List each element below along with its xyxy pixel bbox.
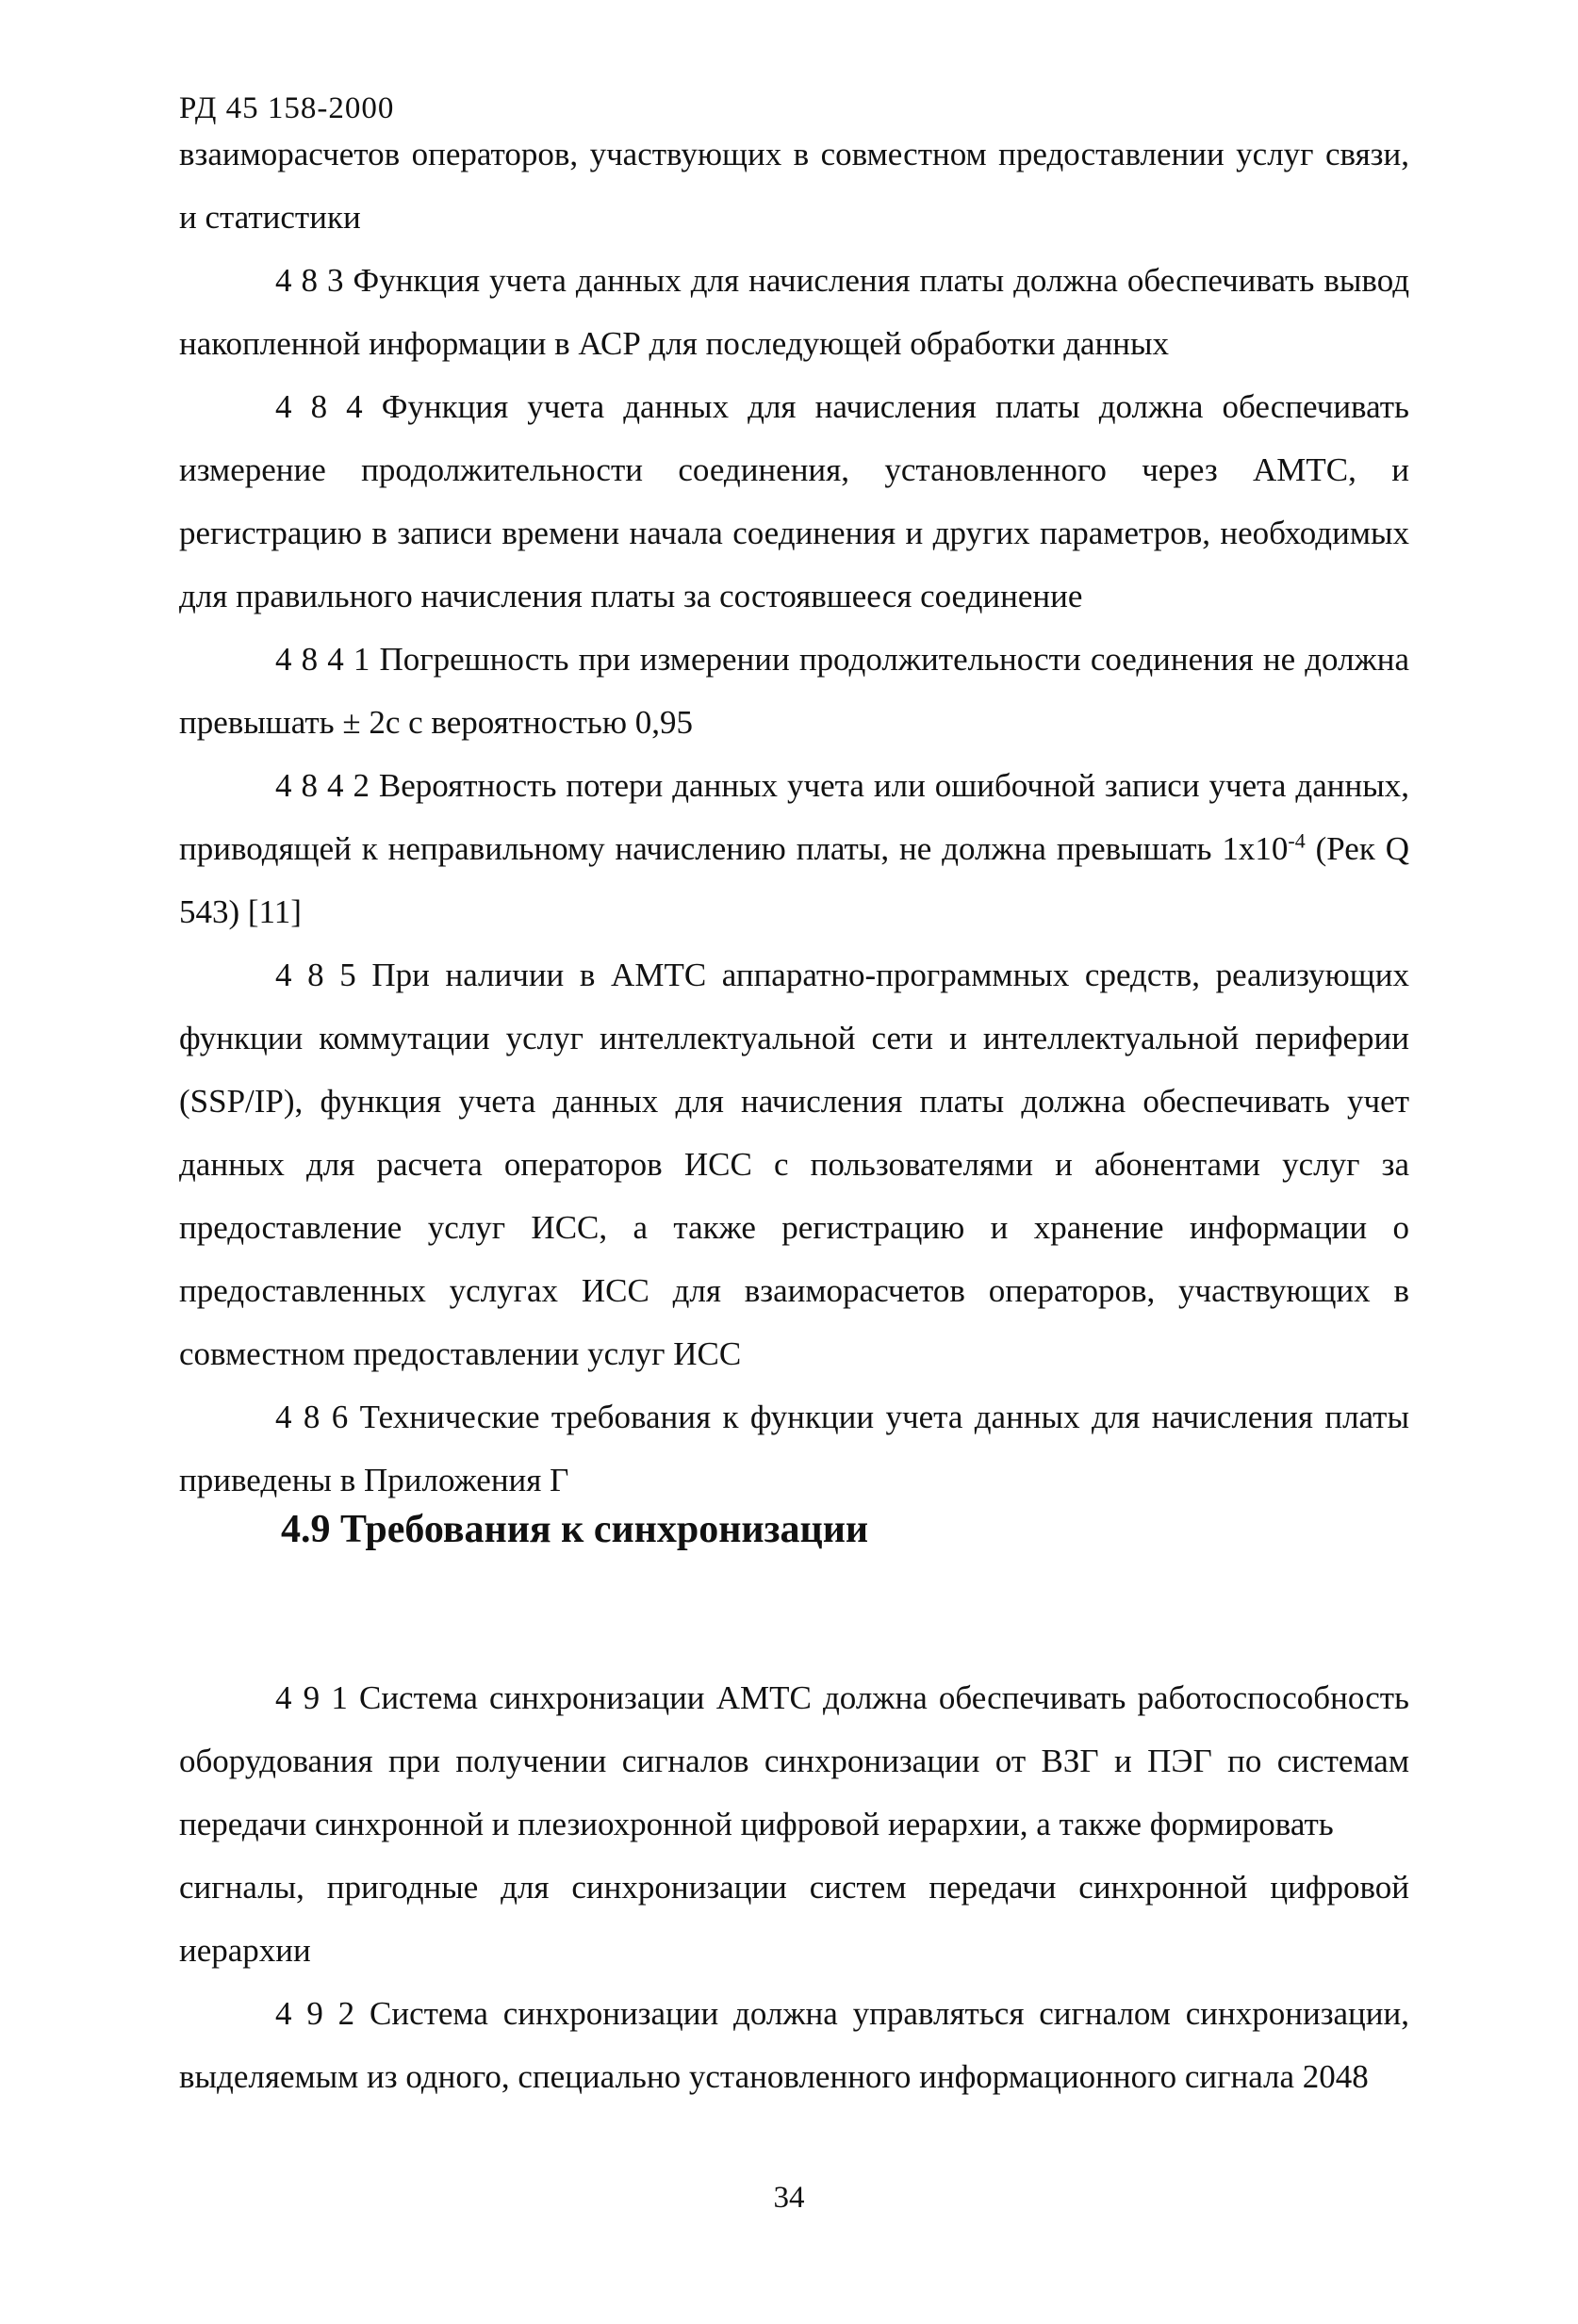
paragraph-4-9-1-continuation: сигналы, пригодные для синхронизации систем передачи синхронной цифровой иерархии [179,1869,1409,1969]
document-code: РД 45 158-2000 [179,91,395,125]
paragraph-4-8-6: 4 8 6 Технические требования к функции учета данных для начисления платы приведены в Приложения Г [179,1399,1409,1498]
paragraph-4-8-4-2-text: 4 8 4 2 Вероятность потери данных учета или ошибочной записи учета данных, приводящей к неправильному начислению платы, не должна превышать 1х10 [179,767,1409,867]
body-text-lower [179,1666,1409,2108]
paragraph-4-8-4-2 [179,754,1409,943]
exponent: -4 [1288,828,1306,853]
body-text-upper [179,123,1409,1512]
section-heading: 4.9 Требования к синхронизации [281,1508,869,1551]
paragraph-4-9-1: 4 9 1 Система синхронизации АМТС должна обеспечивать работоспособность оборудования при получении сигналов синхронизации от ВЗГ и ПЭГ по системам передачи синхронной и плезиохронной цифровой иерархии, а также формировать [179,1679,1409,1842]
paragraph-4-8-5: 4 8 5 При наличии в АМТС аппаратно-программных средств, реализующих функции коммутации услуг интеллектуальной сети и интеллектуальной периферии (SSP/IP), функция учета данных для начисления платы должна обеспечивать учет данных для расчета операторов ИСС с пользователями и абонентами услуг за предоставление услуг ИСС, а также регистрацию и хранение информации о предоставленных услугах ИСС для взаиморасчетов операторов, участвующих в совместном предоставлении услуг ИСС [179,957,1409,1372]
paragraph-4-8-4: 4 8 4 Функция учета данных для начисления платы должна обеспечивать измерение продолжительности соединения, установленного через АМТС, и регистрацию в записи времени начала соединения и других параметров, необходимых для правильного начисления платы за состоявшееся соединение [179,388,1409,614]
paragraph-4-8-3: 4 8 3 Функция учета данных для начисления платы должна обеспечивать вывод накопленной информации в АСР для последующей обработки данных [179,262,1409,362]
page-number: 34 [773,2181,805,2215]
paragraph-4-8-4-2-reference: (Рек Q 543) [11] [179,830,1409,930]
paragraph-continuation: взаиморасчетов операторов, участвующих в совместном предоставлении услуг связи, и статистики [179,136,1409,236]
paragraph-4-9-2: 4 9 2 Система синхронизации должна управляться сигналом синхронизации, выделяемым из одного, специально установленного информационного сигнала 2048 [179,1995,1409,2095]
paragraph-4-8-4-1: 4 8 4 1 Погрешность при измерении продолжительности соединения не должна превышать ± 2с с вероятностью 0,95 [179,641,1409,741]
